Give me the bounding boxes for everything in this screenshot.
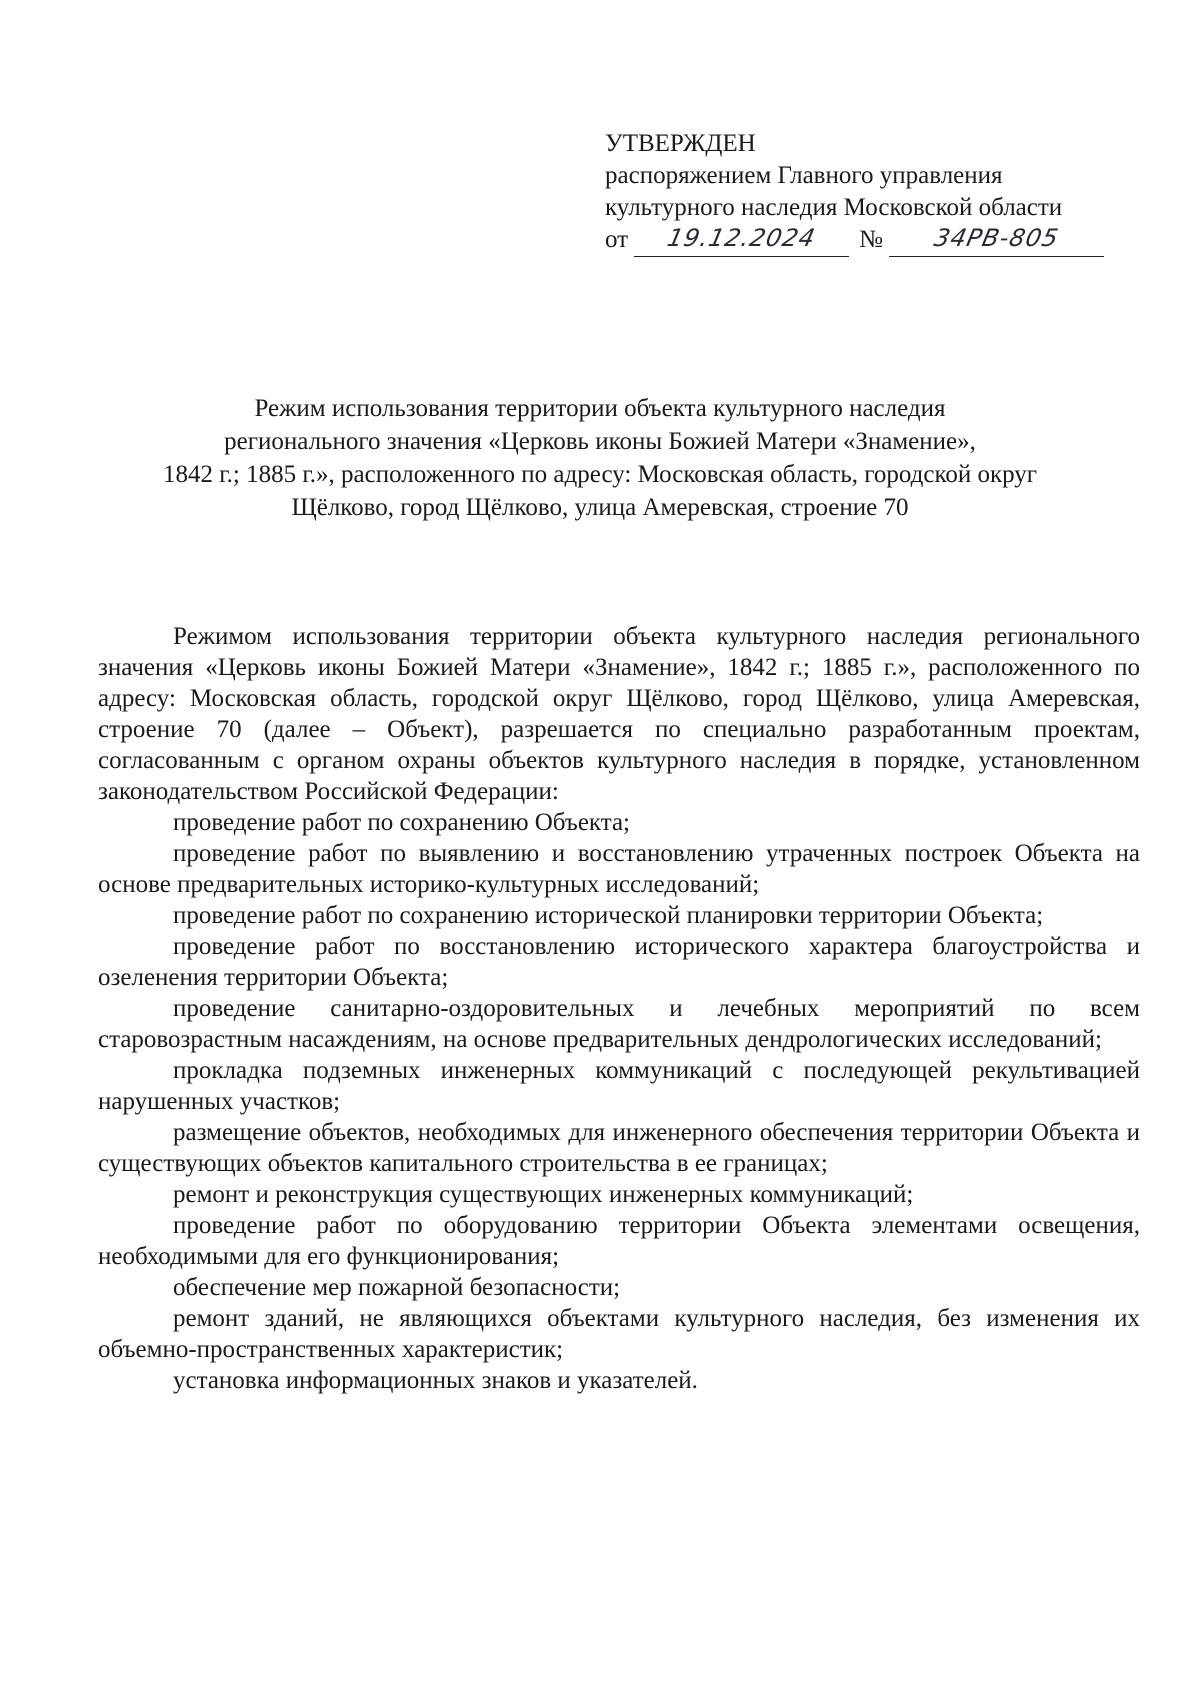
- document-title: [80, 392, 1120, 524]
- approval-line-1: распоряжением Главного управления: [605, 162, 1003, 189]
- list-item: проведение работ по сохранению Объекта;: [173, 809, 631, 836]
- list-item: установка информационных знаков и указателей.: [173, 1367, 698, 1394]
- title-line-4: Щёлково, город Щёлково, улица Амеревская, строение 70: [291, 494, 909, 521]
- list-item: прокладка подземных инженерных коммуникаций с последующей рекультивацией нарушенных участков;: [98, 1057, 1140, 1115]
- title-line-1: Режим использования территории объекта культурного наследия: [254, 395, 946, 422]
- approval-line-2: культурного наследия Московской области: [605, 194, 1063, 221]
- approval-date-number-row: [605, 224, 1165, 258]
- date-field: [634, 224, 849, 257]
- title-line-3: 1842 г.; 1885 г.», расположенного по адресу: Московская область, городской округ: [162, 461, 1038, 488]
- list-item: проведение работ по восстановлению исторического характера благоустройства и озеленения территории Объекта;: [98, 933, 1140, 991]
- approval-heading: УТВЕРЖДЕН: [605, 130, 756, 157]
- list-item: проведение работ по оборудованию территории Объекта элементами освещения, необходимыми для его функционирования;: [98, 1212, 1140, 1270]
- number-field: [889, 224, 1104, 257]
- list-item: обеспечение мер пожарной безопасности;: [173, 1274, 621, 1301]
- list-item: проведение работ по выявлению и восстановлению утраченных построек Объекта на основе предварительных историко-культурных исследований;: [98, 840, 1140, 898]
- handwritten-date: 19.12.2024: [664, 224, 819, 252]
- list-item: проведение работ по сохранению исторической планировки территории Объекта;: [173, 902, 1044, 929]
- number-label: №: [859, 226, 883, 253]
- list-item: ремонт и реконструкция существующих инженерных коммуникаций;: [173, 1181, 914, 1208]
- handwritten-number: 34РВ-805: [931, 224, 1062, 252]
- list-item: ремонт зданий, не являющихся объектами культурного наследия, без изменения их объемно-пространственных характеристик;: [98, 1305, 1140, 1363]
- approval-block: [605, 128, 1165, 258]
- list-item: проведение санитарно-оздоровительных и лечебных мероприятий по всем старовозрастным насаждениям, на основе предварительных дендрологических исследований;: [98, 995, 1140, 1053]
- date-label: от: [605, 226, 629, 253]
- document-body: [98, 621, 1140, 1396]
- intro-paragraph: Режимом использования территории объекта культурного наследия регионального значения «Церковь иконы Божией Матери «Знамение», 1842 г.; 1885 г.», расположенного по адресу: Московская область, городской округ Щёлково, город Щёлково, улица Амеревская, строение 70 (далее – Объект), разрешается по специально разработанным проектам, согласованным с органом охраны объектов культурного наследия в порядке, установленном законодательством Российской Федерации:: [98, 623, 1140, 805]
- title-line-2: регионального значения «Церковь иконы Божией Матери «Знамение»,: [224, 428, 976, 455]
- list-item: размещение объектов, необходимых для инженерного обеспечения территории Объекта и существующих объектов капитального строительства в ее границах;: [98, 1119, 1140, 1177]
